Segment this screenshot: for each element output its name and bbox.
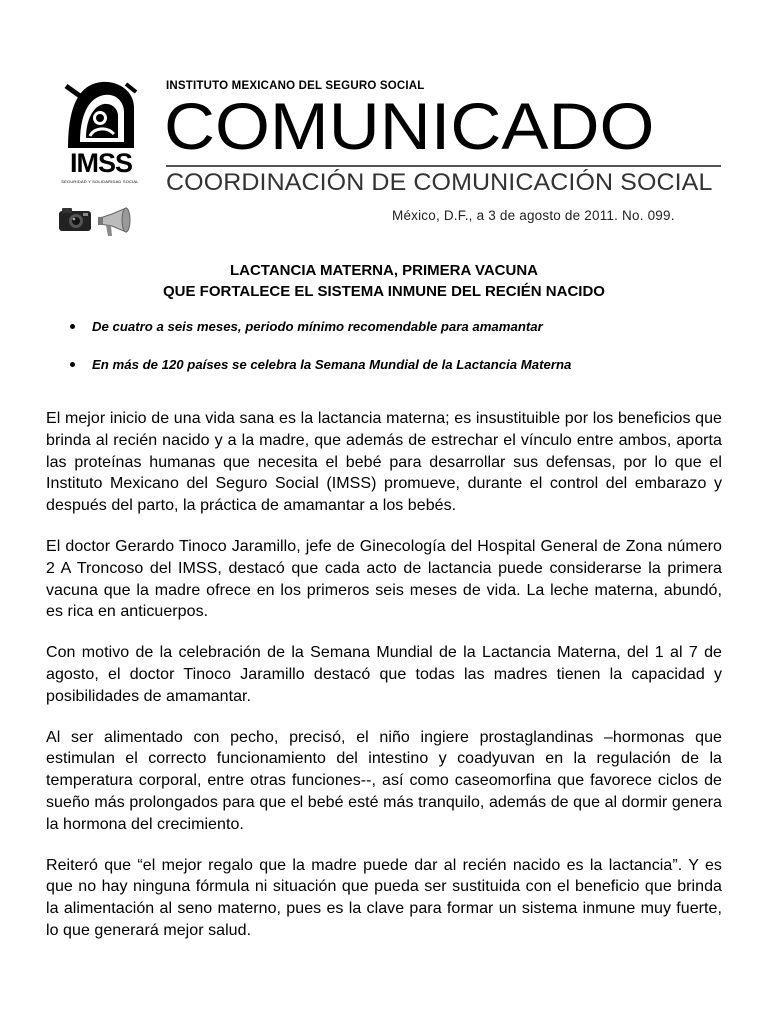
paragraph: El mejor inicio de una vida sana es la lactancia materna; es insustituible por los beneficios que brinda al recién nacido y a la madre, que además de estrechar el vínculo entre ambos, aporta las proteínas humanas que necesita el bebé para desarrollar sus defensas, por lo que el Instituto Mexicano del Seguro Social (IMSS) promueve, durante el control del embarazo y después del parto, la práctica de amamantar a los bebés. — [46, 410, 722, 515]
paragraph: Con motivo de la celebración de la Semana Mundial de la Lactancia Materna, del 1 al 7 de agosto, el doctor Tinoco Jaramillo destacó que todas las madres tienen la capacidad y posibilidades de amamantar. — [46, 644, 722, 705]
bullet-text: En más de 120 países se celebra la Semana Mundial de la Lactancia Materna — [92, 357, 572, 372]
institute-name: INSTITUTO MEXICANO DEL SEGURO SOCIAL — [166, 80, 425, 92]
article-body — [46, 408, 722, 961]
headline — [40, 260, 728, 302]
headline-line-1: LACTANCIA MATERNA, PRIMERA VACUNA — [229, 262, 539, 279]
header-divider — [166, 165, 721, 167]
bullet-text: De cuatro a seis meses, periodo mínimo recomendable para amamantar — [92, 319, 543, 334]
imss-logo-tagline: SEGURIDAD Y SOLIDARIDAD SOCIAL — [61, 179, 139, 184]
paragraph: El doctor Gerardo Tinoco Jaramillo, jefe de Ginecología del Hospital General de Zona número 2 A Troncoso del IMSS, destacó que cada acto de lactancia puede considerarse la primera vacuna que la madre ofrece en los primeros seis meses de vida. La leche materna, abundó, es rica en anticuerpos. — [46, 537, 722, 621]
imss-logo-text: IMSS — [69, 148, 132, 178]
bullet-dot-icon — [70, 362, 75, 367]
dateline: México, D.F., a 3 de agosto de 2011. No. 099. — [392, 208, 675, 223]
page-title: COMUNICADO — [164, 89, 655, 163]
bullet-item — [70, 355, 571, 375]
camera-icon — [58, 206, 92, 237]
bullet-dot-icon — [70, 324, 75, 329]
summary-bullets — [70, 317, 571, 393]
headline-line-2: QUE FORTALECE EL SISTEMA INMUNE DEL RECIÉN NACIDO — [163, 283, 605, 300]
paragraph: Reiteró que “el mejor regalo que la madre puede dar al recién nacido es la lactancia”. Y es que no hay ninguna fórmula ni situación que pueda ser sustituida con el beneficio que brinda la alimentación al seno materno, pues es la clave para formar un sistema inmune muy fuerte, lo que generará mejor salud. — [46, 856, 722, 939]
page-subtitle: COORDINACIÓN DE COMUNICACIÓN SOCIAL — [166, 169, 713, 196]
megaphone-icon — [96, 206, 132, 245]
bullet-item — [70, 317, 571, 337]
paragraph: Al ser alimentado con pecho, precisó, el niño ingiere prostaglandinas –hormonas que estimulan el correcto funcionamiento del intestino y coadyuvan en la regulación de la temperatura corporal, entre otras funciones--, así como caseomorfina que favorece ciclos de sueño más prolongados para que el bebé esté más tranquilo, además de que al dormir genera la hormona del crecimiento. — [46, 728, 722, 833]
